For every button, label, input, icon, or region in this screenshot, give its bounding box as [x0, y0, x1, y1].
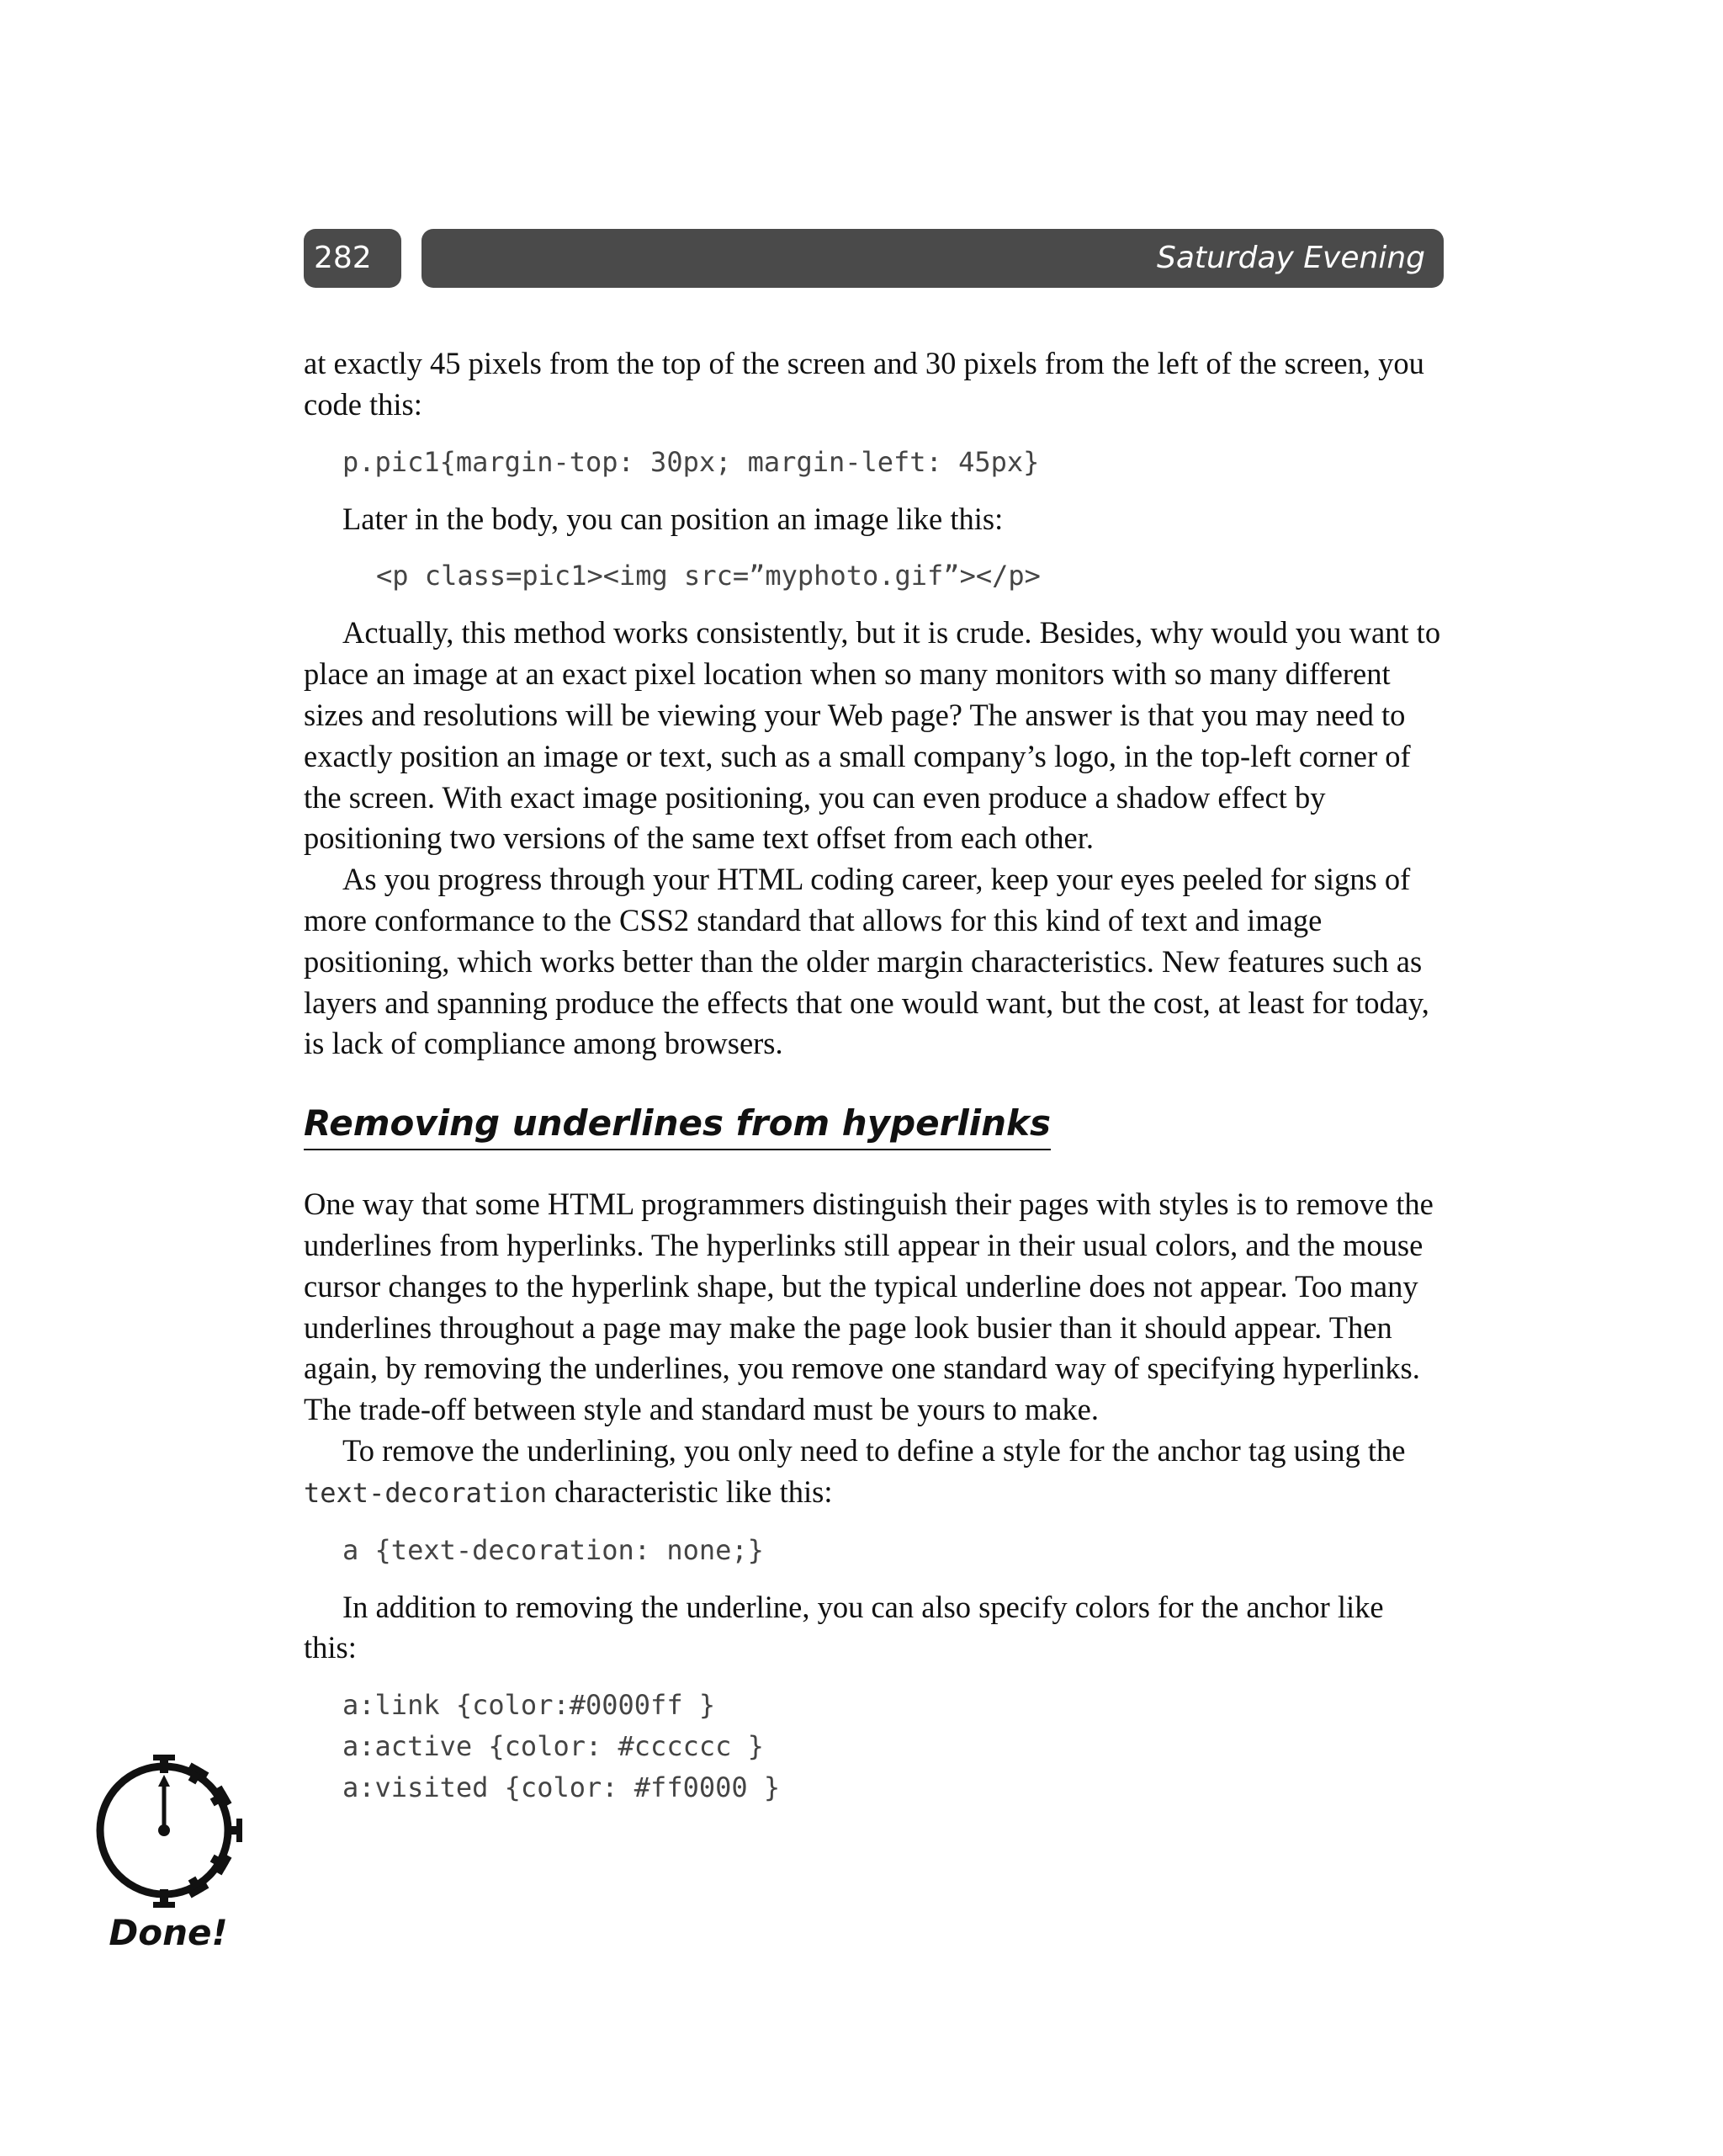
section-heading: Removing underlines from hyperlinks: [304, 1100, 1051, 1150]
page-header: [304, 229, 1444, 288]
code-block: p.pic1{margin-top: 30px; margin-left: 45px}: [342, 445, 1040, 478]
paragraph: One way that some HTML programmers distinguish their pages with styles is to remove the underlines from hyperlinks. The hyperlinks still appear in their usual colors, and the mouse cursor changes to the hyperlink shape, but the typical underline does not appear. Too many underlines throughout a page may make the page look busier than it should appear. Then again, by removing the underlines, you remove one standard way of specifying hyperlinks. The trade-off between style and standard must be yours to make.: [304, 1187, 1434, 1427]
code-line: a:active {color: #cccccc }: [342, 1730, 764, 1763]
code-line: a:link {color:#0000ff }: [342, 1689, 716, 1722]
running-head: Saturday Evening: [421, 229, 1444, 288]
paragraph: Actually, this method works consistently, but it is crude. Besides, why would you want to place an image at an exact pixel location when so many monitors with so many different sizes and resolutions will be viewing your Web page? The answer is that you may need to exactly position an image or text, such as a small company’s logo, in the top-left corner of the screen. With exact image positioning, you can even produce a shadow effect by positioning two versions of the same text offset from each other.: [304, 615, 1441, 856]
inline-code: text-decoration: [304, 1476, 547, 1509]
page-number: 282: [304, 229, 401, 288]
paragraph-text: characteristic like this:: [546, 1474, 833, 1509]
paragraph: [304, 1431, 1444, 1514]
paragraph-text: To remove the underlining, you only need to define a style for the anchor tag using the: [342, 1432, 1406, 1468]
code-block: a {text-decoration: none;}: [342, 1533, 764, 1566]
page-body: [304, 343, 1444, 1808]
paragraph: In addition to removing the underline, you can also specify colors for the anchor like this:: [304, 1589, 1384, 1665]
paragraph: at exactly 45 pixels from the top of the screen and 30 pixels from the left of the screen, you code this:: [304, 346, 1424, 422]
paragraph: As you progress through your HTML coding career, keep your eyes peeled for signs of more conformance to the CSS2 standard that allows for this kind of text and image positioning, which works better than the older margin characteristics. New features such as layers and spanning produce the effects that one would want, but the cost, at least for today, is lack of compliance among browsers.: [304, 862, 1429, 1061]
done-label: Done!: [109, 1912, 228, 1953]
code-block: <p class=pic1><img src=”myphoto.gif”></p>: [376, 560, 1041, 592]
code-line: a:visited {color: #ff0000 }: [342, 1771, 781, 1804]
clock-icon: [84, 1746, 252, 1940]
paragraph: Later in the body, you can position an image like this:: [342, 501, 1004, 536]
